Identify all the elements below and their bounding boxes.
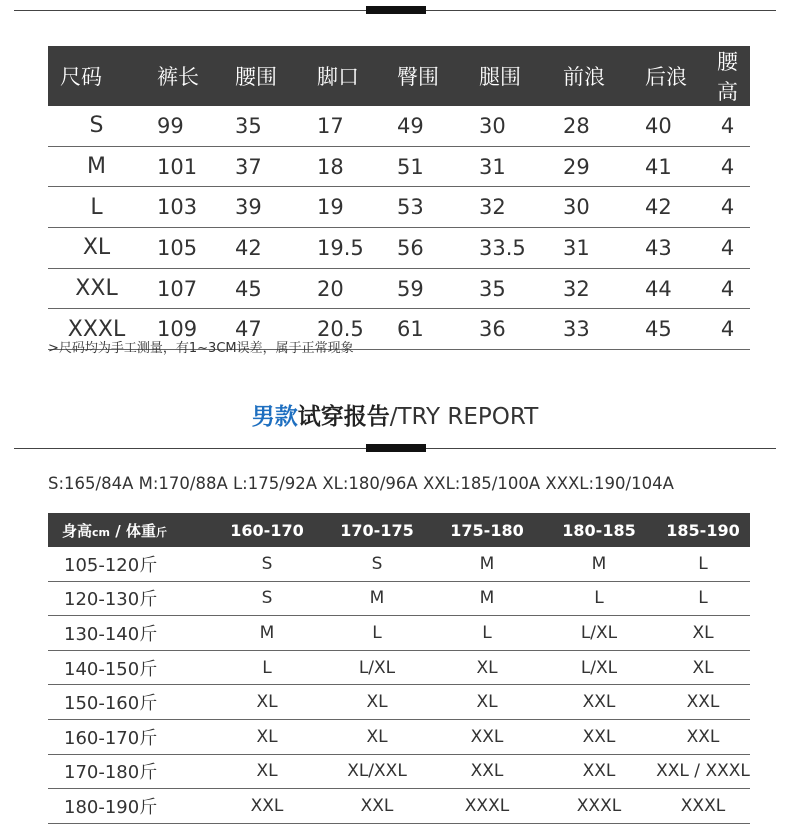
size-recommendation: XL <box>656 650 750 685</box>
header-cell: 前浪 <box>551 46 633 106</box>
table-cell: 4 <box>705 228 750 269</box>
table-cell: 17 <box>305 106 385 146</box>
table-cell: 4 <box>705 309 750 350</box>
corner-separator: / <box>110 521 126 540</box>
measurement-note: >尺码均为手工测量，有1~3CM误差，属于正常现象 <box>48 341 354 356</box>
size-recommendation: M <box>432 581 542 616</box>
table-cell: 49 <box>385 106 467 146</box>
size-cell: L <box>48 187 145 228</box>
table-cell: 107 <box>145 268 223 309</box>
corner-height-unit: cm <box>92 525 110 539</box>
table-cell: 41 <box>633 146 705 187</box>
size-recommendation: XXL / XXXL <box>656 754 750 789</box>
size-recommendation: XL <box>322 685 432 720</box>
table-cell: 33 <box>551 309 633 350</box>
corner-height: 身高 <box>62 521 93 540</box>
table-cell: 28 <box>551 106 633 146</box>
header-cell: 腰围 <box>223 46 305 106</box>
size-table <box>48 46 750 350</box>
table-row <box>48 650 750 685</box>
table-row <box>48 268 750 309</box>
size-recommendation: M <box>432 547 542 581</box>
size-cell: XXXL <box>48 309 145 350</box>
header-cell: 脚口 <box>305 46 385 106</box>
height-header: 185-190 <box>656 513 750 547</box>
size-recommendation: XXXL <box>542 789 656 824</box>
size-cell: XXL <box>48 268 145 309</box>
table-cell: 18 <box>305 146 385 187</box>
report-divider-accent <box>366 444 426 452</box>
size-recommendation: L <box>432 616 542 651</box>
table-cell: 42 <box>223 228 305 269</box>
table-row <box>48 146 750 187</box>
size-recommendation: XXL <box>432 754 542 789</box>
size-recommendation: XXXL <box>432 789 542 824</box>
table-cell: 40 <box>633 106 705 146</box>
size-recommendation: XXL <box>656 719 750 754</box>
report-title-main: 试穿报告 <box>297 404 390 430</box>
size-recommendation: M <box>542 547 656 581</box>
table-cell: 29 <box>551 146 633 187</box>
size-table-header <box>48 46 750 106</box>
size-recommendation: XL <box>322 719 432 754</box>
size-recommendation: XXL <box>322 789 432 824</box>
size-recommendation: XXXL <box>656 789 750 824</box>
header-cell: 后浪 <box>633 46 705 106</box>
header-cell: 臀围 <box>385 46 467 106</box>
table-cell: 109 <box>145 309 223 350</box>
table-cell: 39 <box>223 187 305 228</box>
size-recommendation: XL <box>212 754 322 789</box>
table-cell: 61 <box>385 309 467 350</box>
fit-table <box>48 513 750 824</box>
table-row <box>48 106 750 146</box>
table-cell: 19.5 <box>305 228 385 269</box>
table-cell: 33.5 <box>467 228 551 269</box>
weight-cell: 105-120斤 <box>48 547 212 581</box>
table-cell: 36 <box>467 309 551 350</box>
height-header: 180-185 <box>542 513 656 547</box>
table-row <box>48 719 750 754</box>
table-cell: 4 <box>705 268 750 309</box>
table-cell: 37 <box>223 146 305 187</box>
table-cell: 20 <box>305 268 385 309</box>
table-cell: 45 <box>633 309 705 350</box>
table-cell: 4 <box>705 106 750 146</box>
table-cell: 43 <box>633 228 705 269</box>
height-header: 160-170 <box>212 513 322 547</box>
size-recommendation: S <box>322 547 432 581</box>
weight-cell: 170-180斤 <box>48 754 212 789</box>
header-cell: 腰高 <box>705 46 750 106</box>
size-recommendation: XL <box>432 685 542 720</box>
table-cell: 53 <box>385 187 467 228</box>
size-cell: XL <box>48 228 145 269</box>
header-cell: 裤长 <box>145 46 223 106</box>
table-cell: 59 <box>385 268 467 309</box>
size-recommendation: S <box>212 547 322 581</box>
table-cell: 103 <box>145 187 223 228</box>
table-cell: 101 <box>145 146 223 187</box>
size-recommendation: L <box>656 547 750 581</box>
corner-weight-unit: 斤 <box>155 525 167 539</box>
top-divider-accent <box>366 6 426 14</box>
table-cell: 105 <box>145 228 223 269</box>
size-code-legend: S:165/84A M:170/88A L:175/92A XL:180/96A XXL:185/100A XXXL:190/104A <box>48 474 674 493</box>
table-row <box>48 685 750 720</box>
report-title <box>0 398 790 431</box>
table-cell: 31 <box>467 146 551 187</box>
size-recommendation: L <box>656 581 750 616</box>
table-row <box>48 187 750 228</box>
size-recommendation: XXL <box>212 789 322 824</box>
size-recommendation: L <box>542 581 656 616</box>
table-cell: 32 <box>467 187 551 228</box>
table-cell: 32 <box>551 268 633 309</box>
table-row <box>48 547 750 581</box>
height-header: 170-175 <box>322 513 432 547</box>
table-cell: 44 <box>633 268 705 309</box>
table-cell: 99 <box>145 106 223 146</box>
weight-cell: 120-130斤 <box>48 581 212 616</box>
table-row <box>48 789 750 824</box>
size-recommendation: XL/XXL <box>322 754 432 789</box>
size-cell: M <box>48 146 145 187</box>
table-cell: 30 <box>467 106 551 146</box>
table-cell: 56 <box>385 228 467 269</box>
table-cell: 45 <box>223 268 305 309</box>
table-cell: 35 <box>223 106 305 146</box>
header-cell: 腿围 <box>467 46 551 106</box>
weight-cell: 130-140斤 <box>48 616 212 651</box>
size-recommendation: L <box>322 616 432 651</box>
table-cell: 35 <box>467 268 551 309</box>
weight-cell: 140-150斤 <box>48 650 212 685</box>
table-cell: 42 <box>633 187 705 228</box>
size-recommendation: XL <box>656 616 750 651</box>
size-recommendation: S <box>212 581 322 616</box>
size-recommendation: XXL <box>542 685 656 720</box>
report-title-english: /TRY REPORT <box>389 404 539 430</box>
table-row <box>48 754 750 789</box>
size-recommendation: XL <box>212 719 322 754</box>
header-cell: 尺码 <box>48 46 145 106</box>
corner-weight: 体重 <box>125 521 156 540</box>
size-recommendation: L <box>212 650 322 685</box>
size-recommendation: XXL <box>656 685 750 720</box>
size-recommendation: L/XL <box>542 650 656 685</box>
size-recommendation: XXL <box>542 719 656 754</box>
size-recommendation: L/XL <box>322 650 432 685</box>
table-row <box>48 228 750 269</box>
weight-cell: 160-170斤 <box>48 719 212 754</box>
size-cell: S <box>48 106 145 146</box>
corner-header <box>48 513 212 547</box>
size-recommendation: XL <box>432 650 542 685</box>
size-recommendation: M <box>322 581 432 616</box>
table-cell: 30 <box>551 187 633 228</box>
size-recommendation: XXL <box>432 719 542 754</box>
height-header: 175-180 <box>432 513 542 547</box>
table-cell: 31 <box>551 228 633 269</box>
size-recommendation: L/XL <box>542 616 656 651</box>
table-cell: 19 <box>305 187 385 228</box>
table-cell: 4 <box>705 187 750 228</box>
table-row <box>48 616 750 651</box>
table-cell: 51 <box>385 146 467 187</box>
table-cell: 4 <box>705 146 750 187</box>
weight-cell: 150-160斤 <box>48 685 212 720</box>
size-recommendation: XL <box>212 685 322 720</box>
fit-table-header <box>48 513 750 547</box>
size-recommendation: XXL <box>542 754 656 789</box>
weight-cell: 180-190斤 <box>48 789 212 824</box>
size-recommendation: M <box>212 616 322 651</box>
table-cell: 47 <box>223 309 305 350</box>
table-cell: 20.5 <box>305 309 385 350</box>
table-row <box>48 581 750 616</box>
report-title-gender: 男款 <box>251 404 298 430</box>
